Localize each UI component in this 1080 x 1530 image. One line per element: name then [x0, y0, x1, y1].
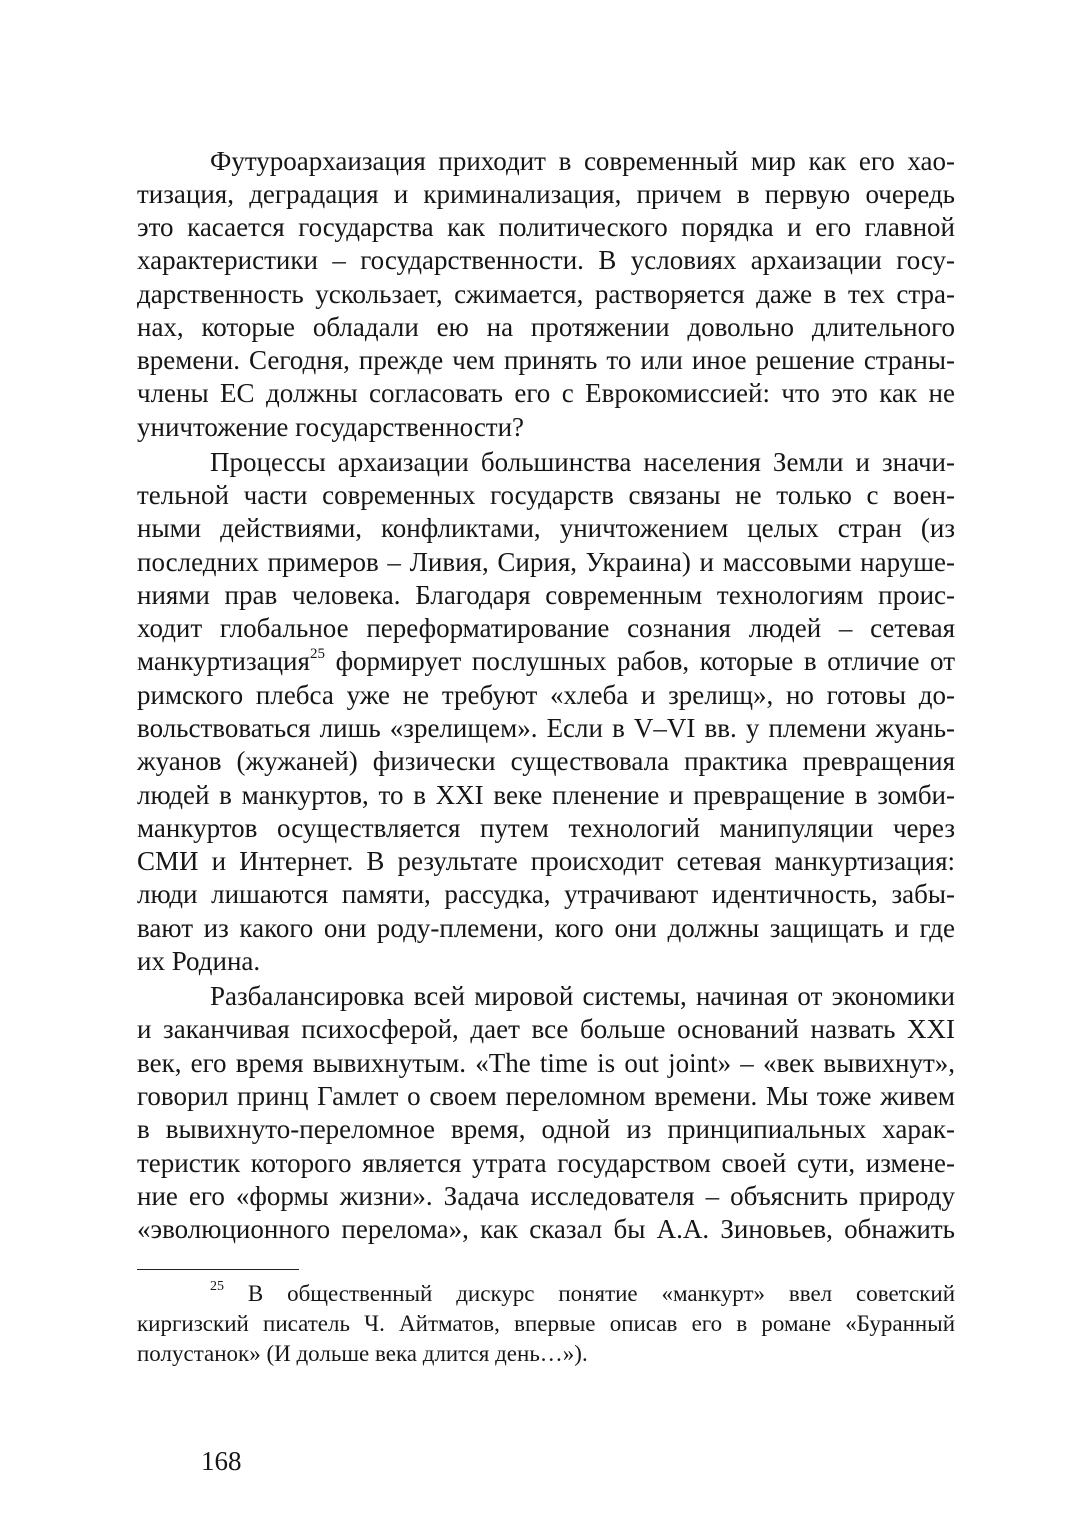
text-line: Процессы архаизации большинства населения Земли и значи-: [210, 447, 955, 477]
text-line-with-footnote: [137, 645, 955, 678]
page-number: 168: [201, 1446, 242, 1476]
text-line: СМИ и Интернет. В результате происходит сетевая манкуртизация:: [137, 846, 955, 876]
text-line: их Родина.: [137, 946, 261, 976]
text-line: ние его «формы жизни». Задача исследователя – объяснить природу: [137, 1181, 955, 1211]
text-line: времени. Сегодня, прежде чем принять то или иное решение страны-: [137, 345, 955, 375]
text-line: и заканчивая психосферой, дает все больше оснований назвать XXI: [137, 1014, 955, 1044]
text-line: Разбалансировка всей мировой системы, начиная от экономики: [210, 981, 955, 1011]
text-line: Футуроархаизация приходит в современный мир как его хао-: [210, 146, 955, 176]
text-fragment: формирует послушных рабов, которые в отличие от: [335, 646, 956, 676]
text-line: дарственность ускользает, сжимается, растворяется даже в тех стра-: [137, 279, 955, 309]
footnote-divider: [137, 1269, 299, 1270]
text-line: тизация, деградация и криминализация, причем в первую очередь: [137, 179, 955, 209]
text-line: говорил принц Гамлет о своем переломном времени. Мы тоже живем: [137, 1081, 955, 1111]
text-line: ходит глобальное переформатирование сознания людей – сетевая: [137, 613, 955, 643]
text-line: последних примеров – Ливия, Сирия, Украина) и массовыми наруше-: [137, 547, 955, 577]
text-line: тельной части современных государств связаны не только с воен-: [137, 480, 955, 510]
footnote-reference: 25: [309, 646, 325, 662]
text-line: нах, которые обладали ею на протяжении довольно длительного: [137, 312, 955, 342]
footnote-line: полустанок» (И дольше века длится день…»).: [137, 1341, 588, 1366]
text-line: в вывихнуто-переломное время, одной из принципиальных харак-: [137, 1114, 955, 1144]
text-line: римского плебса уже не требуют «хлеба и зрелищ», но готовы до-: [137, 680, 955, 710]
text-line: теристик которого является утрата государством своей сути, измене-: [137, 1148, 955, 1178]
text-line: люди лишаются памяти, рассудка, утрачивают идентичность, забы-: [137, 879, 955, 909]
footnote-line: киргизский писатель Ч. Айтматов, впервые описав его в романе «Буранный: [137, 1311, 955, 1336]
footnote-line: [210, 1278, 955, 1309]
text-line: вольствоваться лишь «зрелищем». Если в V–VI вв. у племени жуань-: [137, 713, 955, 743]
text-fragment: манкуртизация: [137, 646, 310, 676]
text-line: ными действиями, конфликтами, уничтожением целых стран (из: [137, 513, 955, 543]
text-line: «эволюционного перелома», как сказал бы А.А. Зиновьев, обнажить: [137, 1214, 955, 1244]
text-line: людей в манкуртов, то в XXI веке пленение и превращение в зомби-: [137, 780, 955, 810]
text-line: это касается государства как политического порядка и его главной: [137, 212, 955, 242]
text-line: характеристики – государственности. В условиях архаизации госу-: [137, 245, 955, 275]
footnote-text: В общественный дискурс понятие «манкурт» ввел советский: [247, 1281, 956, 1306]
footnote-marker: 25: [210, 1279, 224, 1295]
text-line: члены ЕС должны согласовать его с Еврокомиссией: что это как не: [137, 378, 955, 408]
text-line: жуанов (жужаней) физически существовала практика превращения: [137, 746, 955, 776]
text-line: вают из какого они роду-племени, кого они должны защищать и где: [137, 913, 955, 943]
text-line: ниями прав человека. Благодаря современным технологиям проис-: [137, 580, 955, 610]
text-line: уничтожение государственности?: [137, 412, 525, 442]
text-line: век, его время вывихнутым. «The time is out joint» – «век вывихнут»,: [137, 1048, 955, 1078]
text-line: манкуртов осуществляется путем технологий манипуляции через: [137, 813, 955, 843]
